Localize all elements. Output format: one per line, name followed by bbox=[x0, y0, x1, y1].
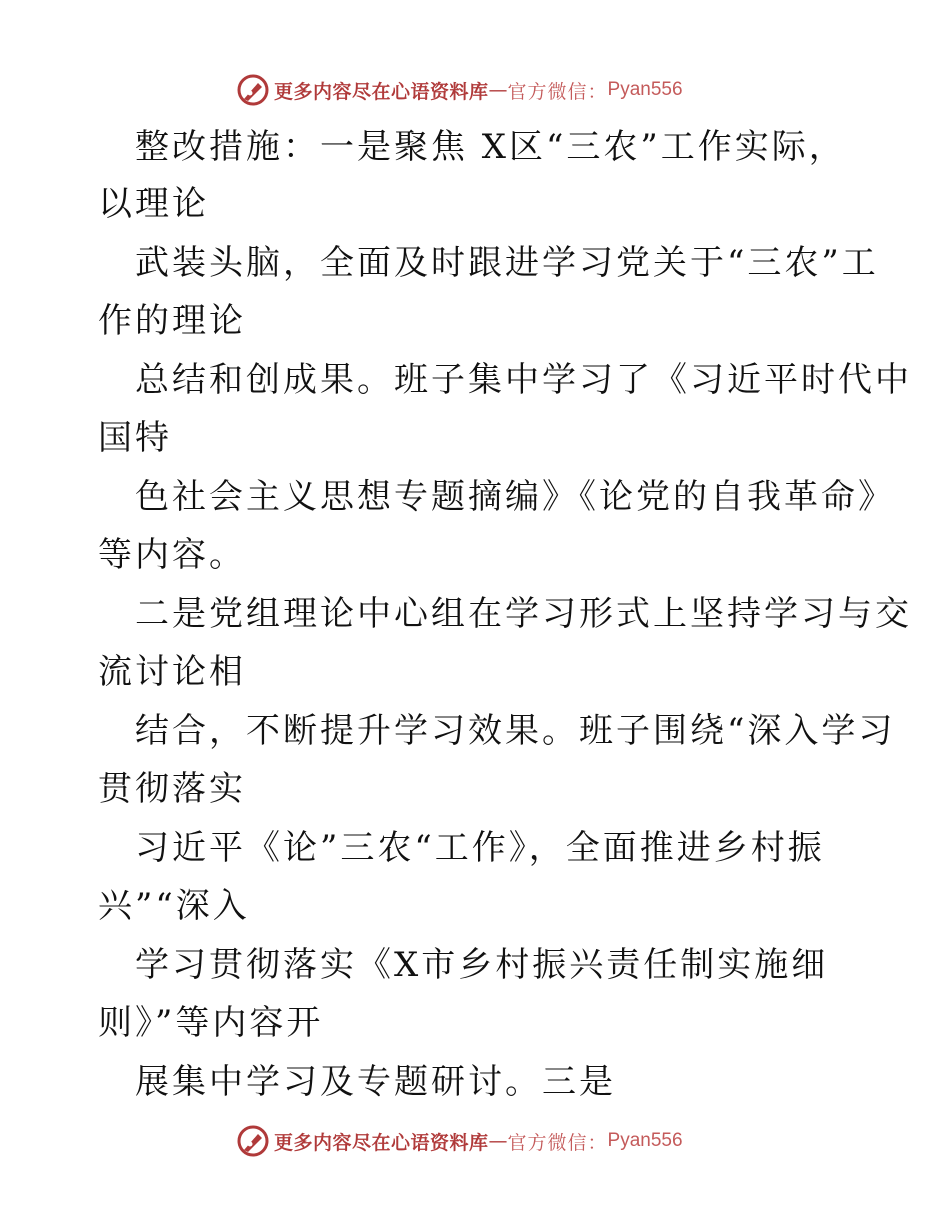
pen-nib-logo-icon bbox=[236, 1124, 270, 1158]
banner-wechat-label: 官方微信： bbox=[507, 80, 608, 103]
text-line: 整改措施：一是聚焦 X区“三农”工作实际， bbox=[135, 127, 846, 167]
text-line: 展集中学习及专题研讨。三是 bbox=[135, 1062, 616, 1102]
text-line: 武装头脑，全面及时跟进学习党关于“三农”工 bbox=[135, 243, 879, 283]
text-line: 国特 bbox=[98, 418, 172, 458]
text-line: 以理论 bbox=[98, 184, 209, 224]
text-line: 兴”“深入 bbox=[98, 886, 250, 926]
text-line: 作的理论 bbox=[98, 301, 246, 341]
text-line: 贯彻落实 bbox=[98, 769, 246, 809]
text-line: 等内容。 bbox=[98, 535, 246, 575]
pen-nib-logo-icon bbox=[236, 73, 270, 107]
text-line: 总结和创成果。班子集中学习了《习近平时代中 bbox=[135, 360, 912, 400]
banner-separator: — bbox=[488, 1130, 508, 1152]
banner-wechat-id: Pyan556 bbox=[607, 79, 683, 100]
text-line: 结合，不断提升学习效果。班子围绕“深入学习 bbox=[135, 711, 896, 751]
text-line: 二是党组理论中心组在学习形式上坚持学习与交 bbox=[135, 594, 912, 634]
banner-wechat-id: Pyan556 bbox=[607, 1130, 683, 1151]
text-line: 流讨论相 bbox=[98, 652, 246, 692]
banner-separator: — bbox=[488, 79, 508, 101]
text-line: 则》”等内容开 bbox=[98, 1003, 324, 1043]
text-line: 学习贯彻落实《X市乡村振兴责任制实施细 bbox=[135, 945, 829, 985]
text-line: 习近平《论”三农“工作》，全面推进乡村振 bbox=[135, 828, 825, 868]
banner-wechat-label: 官方微信： bbox=[507, 1131, 608, 1154]
banner-site-name: 更多内容尽在心语资料库 bbox=[274, 1131, 489, 1154]
text-line: 色社会主义思想专题摘编》《论党的自我革命》 bbox=[135, 477, 895, 517]
header-watermark-banner bbox=[236, 73, 683, 107]
banner-site-name: 更多内容尽在心语资料库 bbox=[274, 80, 489, 103]
footer-watermark-banner bbox=[236, 1124, 683, 1158]
